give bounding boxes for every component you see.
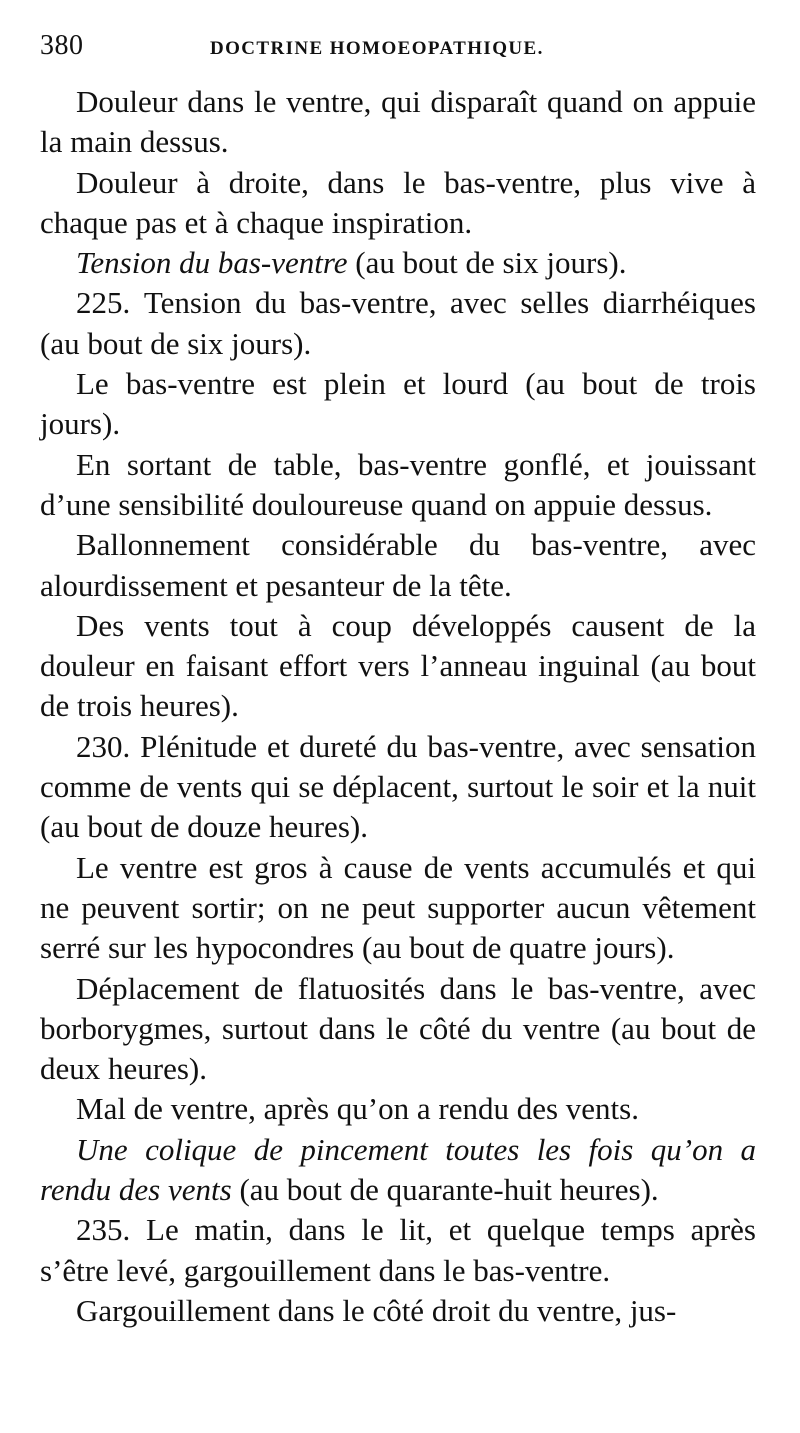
paragraph (40, 727, 756, 848)
paragraph-text: Des vents tout à coup développés causent de la douleur en faisant effort vers l’anneau inguinal (au bout de trois heures). (40, 607, 756, 724)
paragraph (40, 848, 756, 969)
paragraph-text: En sortant de table, bas-ventre gonflé, et jouissant d’une sensibilité douloureuse quand on appuie dessus. (40, 446, 756, 522)
paragraph-text: Douleur à droite, dans le bas-ventre, plus vive à chaque pas et à chaque inspiration. (40, 164, 756, 240)
paragraph (40, 163, 756, 244)
paragraph-text: Plénitude et dureté du bas-ventre, avec sensation comme de vents qui se déplacent, surtout le soir et la nuit (au bout de douze heures). (40, 728, 757, 845)
paragraph (40, 1291, 756, 1331)
paragraph (40, 1089, 756, 1129)
running-head (40, 30, 756, 82)
paragraph-number: 225. (76, 285, 144, 321)
paragraph-text: Mal de ventre, après qu’on a rendu des vents. (76, 1091, 639, 1127)
italic-phrase: Une colique de pincement toutes les fois qu’on a rendu des vents (40, 1131, 756, 1208)
paragraph-text: Le matin, dans le lit, et quelque temps après s’être levé, gargouillement dans le bas-ventre. (40, 1212, 756, 1288)
paragraph-number: 235. (76, 1212, 147, 1248)
paragraph-text: Le ventre est gros à cause de vents accumulés et qui ne peuvent sortir; on ne peut supporter aucun vêtement serré sur les hypocondres (au bout de quatre jours). (40, 849, 756, 966)
paragraph (40, 1130, 756, 1211)
italic-phrase: Tension du bas-ventre (76, 245, 348, 281)
paragraph (40, 606, 756, 727)
paragraph (40, 445, 756, 526)
paragraph (40, 969, 756, 1090)
paragraph-number: 230. (76, 728, 141, 764)
paragraph-text: Le bas-ventre est plein et lourd (au bout de trois jours). (40, 366, 756, 442)
paragraph (40, 283, 756, 364)
paragraph-text: Déplacement de flatuosités dans le bas-ventre, avec borborygmes, surtout dans le côté du ventre (au bout de deux heures). (40, 970, 756, 1087)
paragraph-text: Tension du bas-ventre, avec selles diarrhéiques (au bout de six jours). (40, 285, 756, 361)
body-text (40, 82, 756, 1331)
paragraph-text: Gargouillement dans le côté droit du ventre, jus- (76, 1292, 677, 1328)
paragraph-text: Douleur dans le ventre, qui disparaît quand on appuie la main dessus. (40, 84, 756, 160)
paragraph-text: (au bout de quarante-huit heures). (231, 1172, 659, 1208)
paragraph (40, 364, 756, 445)
paragraph-text: Ballonnement considérable du bas-ventre, avec alourdissement et pesanteur de la tête. (40, 527, 756, 603)
page-number: 380 (40, 30, 84, 61)
paragraph (40, 243, 756, 283)
paragraph (40, 1210, 756, 1291)
paragraph (40, 525, 756, 606)
running-title: DOCTRINE HOMOEOPATHIQUE. (210, 38, 544, 59)
paragraph-text: (au bout de six jours). (347, 245, 627, 281)
paragraph (40, 82, 756, 163)
